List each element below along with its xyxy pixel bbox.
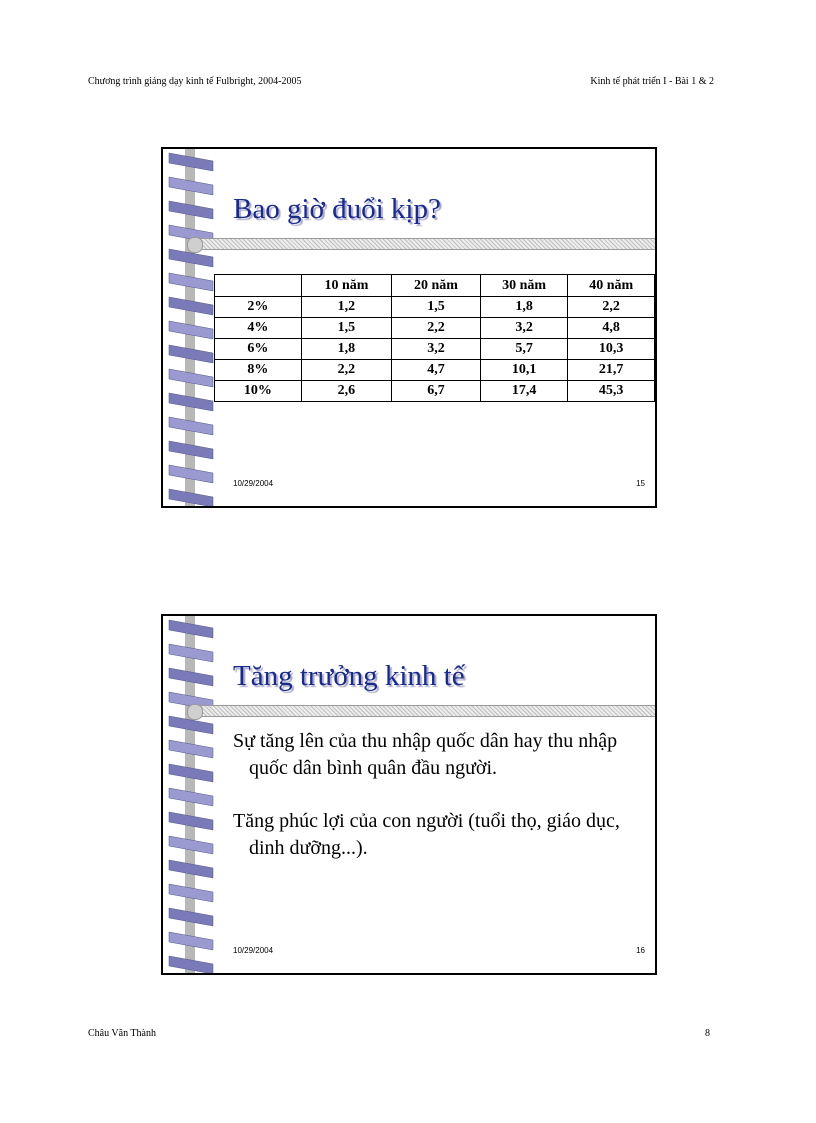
slide-number: 16 — [636, 946, 645, 955]
slide-number: 15 — [636, 479, 645, 488]
table-header-cell — [215, 275, 302, 297]
table-cell: 4,8 — [568, 318, 655, 339]
table-cell: 1,2 — [301, 297, 392, 318]
bullet-item: Sự tăng lên của thu nhập quốc dân hay thu nhập quốc dân bình quân đầu người. — [233, 730, 618, 779]
page-footer-number: 8 — [705, 1028, 710, 1039]
slide-title: Bao giờ đuổi kịp? — [233, 193, 441, 225]
table-header-cell: 40 năm — [568, 275, 655, 297]
table-cell: 3,2 — [480, 318, 568, 339]
table-cell: 6,7 — [392, 381, 481, 402]
page-header-left: Chương trình giảng dạy kinh tế Fulbright, 2004-2005 — [88, 76, 302, 87]
title-underline-bar — [193, 238, 657, 250]
slide-date: 10/29/2004 — [233, 946, 274, 955]
table-cell: 1,5 — [392, 297, 481, 318]
table-cell: 10% — [215, 381, 302, 402]
table-cell: 2,2 — [392, 318, 481, 339]
table-cell: 4% — [215, 318, 302, 339]
table-cell: 2,2 — [301, 360, 392, 381]
table-cell: 17,4 — [480, 381, 568, 402]
table-row — [215, 339, 655, 360]
title-bar-cap — [187, 237, 203, 253]
table-cell: 2,2 — [568, 297, 655, 318]
table-cell: 21,7 — [568, 360, 655, 381]
slide-15 — [161, 147, 657, 508]
table-row — [215, 297, 655, 318]
table-header-row — [215, 275, 655, 297]
growth-table — [214, 274, 655, 402]
table-cell: 10,3 — [568, 339, 655, 360]
table-cell: 4,7 — [392, 360, 481, 381]
table-header-cell: 10 năm — [301, 275, 392, 297]
table-cell: 5,7 — [480, 339, 568, 360]
table-row — [215, 360, 655, 381]
page-header-right: Kinh tế phát triển I - Bài 1 & 2 — [590, 76, 714, 87]
table-cell: 1,8 — [480, 297, 568, 318]
slide-date: 10/29/2004 — [233, 479, 274, 488]
table-cell: 6% — [215, 339, 302, 360]
table-cell: 45,3 — [568, 381, 655, 402]
bullet-list — [233, 728, 643, 888]
page-footer-author: Châu Văn Thành — [88, 1028, 156, 1039]
table-row — [215, 381, 655, 402]
title-underline-bar — [193, 705, 657, 717]
title-bar-cap — [187, 704, 203, 720]
table-cell: 1,8 — [301, 339, 392, 360]
table-cell: 2,6 — [301, 381, 392, 402]
slide-title: Tăng trưởng kinh tế — [233, 660, 465, 692]
table-cell: 8% — [215, 360, 302, 381]
table-cell: 3,2 — [392, 339, 481, 360]
table-cell: 2% — [215, 297, 302, 318]
table-header-cell: 20 năm — [392, 275, 481, 297]
table-row — [215, 318, 655, 339]
spiral-binding-decoration — [163, 616, 223, 973]
table-header-cell: 30 năm — [480, 275, 568, 297]
slide-16 — [161, 614, 657, 975]
table-cell: 10,1 — [480, 360, 568, 381]
bullet-item: Tăng phúc lợi của con người (tuổi thọ, giáo dục, dinh dưỡng...). — [233, 810, 620, 859]
table-cell: 1,5 — [301, 318, 392, 339]
